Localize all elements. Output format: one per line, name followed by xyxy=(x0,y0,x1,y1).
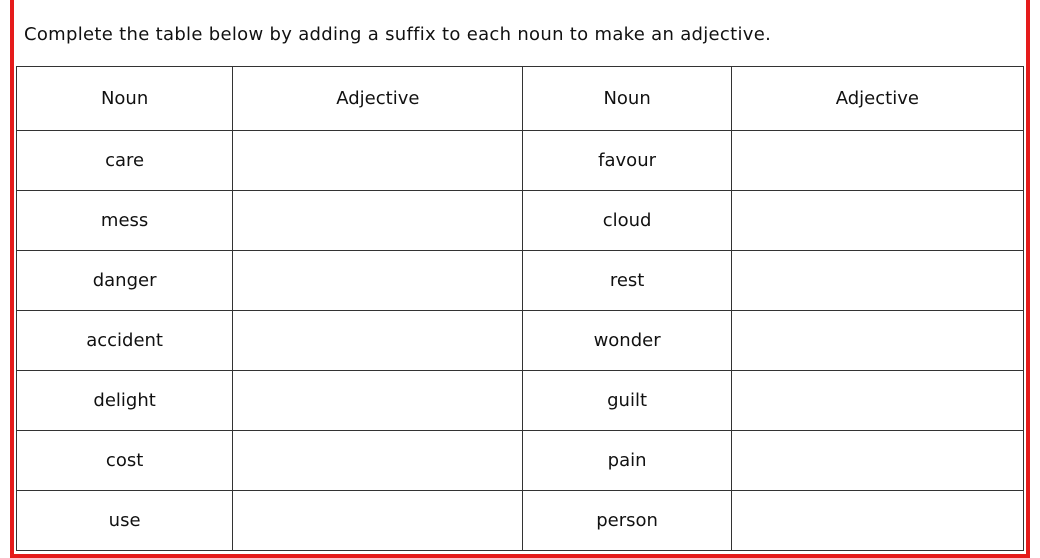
noun-cell-right: person xyxy=(523,491,731,551)
noun-cell-left: use xyxy=(17,491,233,551)
noun-cell-right: rest xyxy=(523,251,731,311)
noun-cell-left: delight xyxy=(17,371,233,431)
noun-cell-right: pain xyxy=(523,431,731,491)
noun-cell-right: favour xyxy=(523,131,731,191)
adjective-answer-cell[interactable] xyxy=(233,131,523,191)
table-row xyxy=(17,371,1024,431)
noun-cell-right: guilt xyxy=(523,371,731,431)
table-row xyxy=(17,191,1024,251)
noun-cell-left: accident xyxy=(17,311,233,371)
header-noun-right: Noun xyxy=(523,67,731,131)
instruction-text: Complete the table below by adding a suffix to each noun to make an adjective. xyxy=(24,24,772,45)
noun-cell-right: cloud xyxy=(523,191,731,251)
noun-cell-right: wonder xyxy=(523,311,731,371)
table-row xyxy=(17,311,1024,371)
noun-cell-left: danger xyxy=(17,251,233,311)
adjective-answer-cell[interactable] xyxy=(731,131,1023,191)
noun-adjective-table xyxy=(16,66,1024,551)
header-adjective-right: Adjective xyxy=(731,67,1023,131)
table-row xyxy=(17,251,1024,311)
adjective-answer-cell[interactable] xyxy=(233,251,523,311)
noun-cell-left: cost xyxy=(17,431,233,491)
adjective-answer-cell[interactable] xyxy=(731,311,1023,371)
adjective-answer-cell[interactable] xyxy=(233,431,523,491)
noun-cell-left: care xyxy=(17,131,233,191)
adjective-answer-cell[interactable] xyxy=(233,371,523,431)
adjective-answer-cell[interactable] xyxy=(731,431,1023,491)
header-adjective-left: Adjective xyxy=(233,67,523,131)
adjective-answer-cell[interactable] xyxy=(731,251,1023,311)
table-header-row xyxy=(17,67,1024,131)
table-row xyxy=(17,431,1024,491)
adjective-answer-cell[interactable] xyxy=(731,191,1023,251)
adjective-answer-cell[interactable] xyxy=(233,491,523,551)
adjective-answer-cell[interactable] xyxy=(233,311,523,371)
header-noun-left: Noun xyxy=(17,67,233,131)
adjective-answer-cell[interactable] xyxy=(731,371,1023,431)
table-row xyxy=(17,131,1024,191)
adjective-answer-cell[interactable] xyxy=(731,491,1023,551)
adjective-answer-cell[interactable] xyxy=(233,191,523,251)
table-row xyxy=(17,491,1024,551)
noun-cell-left: mess xyxy=(17,191,233,251)
